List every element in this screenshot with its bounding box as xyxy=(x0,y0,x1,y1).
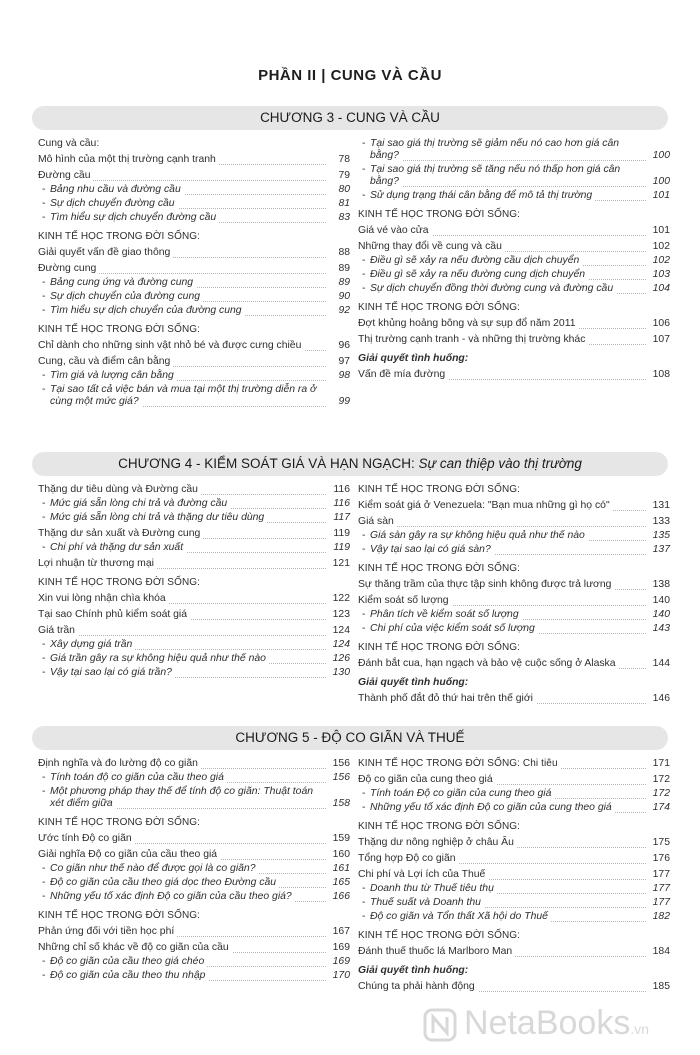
chapter-3-left-column xyxy=(38,138,350,408)
toc-entry-title: KINH TẾ HỌC TRONG ĐỜI SỐNG: xyxy=(38,910,350,922)
toc-entry xyxy=(358,853,670,865)
toc-entry-title: Kiểm soát số lượng xyxy=(358,595,670,607)
toc-entry xyxy=(358,946,670,958)
toc-entry-title: KINH TẾ HỌC TRONG ĐỜI SỐNG: xyxy=(358,642,670,654)
toc-page-number: 117 xyxy=(333,512,350,523)
toc-entry xyxy=(38,247,350,259)
toc-entry-title: Cung, cầu và điểm cân bằng xyxy=(38,356,350,368)
toc-page-number: 146 xyxy=(652,693,670,704)
toc-entry xyxy=(38,609,350,621)
toc-entry-title: - Giá sàn gây ra sự không hiệu quả như thế nào xyxy=(370,530,670,542)
toc-page-number: 170 xyxy=(332,970,350,981)
toc-entry xyxy=(50,877,350,889)
toc-page-number: 126 xyxy=(332,653,350,664)
toc-page-number: 171 xyxy=(652,758,670,769)
toc-entry xyxy=(50,512,350,524)
toc-page-number: 177 xyxy=(652,897,670,908)
toc-page-number: 184 xyxy=(652,946,670,957)
toc-page-number: 174 xyxy=(652,802,670,813)
part-title: PHẦN II | CUNG VÀ CẦU xyxy=(258,67,442,84)
toc-entry xyxy=(50,863,350,875)
toc-entry-title: Thành phố đắt đỏ thứ hai trên thế giới xyxy=(358,693,670,705)
toc-page-number: 156 xyxy=(332,758,350,769)
toc-entry xyxy=(50,498,350,510)
watermark xyxy=(422,1003,692,1043)
toc-page-number: 122 xyxy=(332,593,350,604)
toc-entry xyxy=(370,911,670,923)
toc-entry xyxy=(358,500,670,512)
toc-page-number: 78 xyxy=(338,154,350,165)
toc-entry-title: Định nghĩa và đo lường độ co giãn xyxy=(38,758,350,770)
toc-page-number: 96 xyxy=(338,340,350,351)
toc-entry xyxy=(38,625,350,637)
toc-page-number: 167 xyxy=(332,926,350,937)
chapter-4-left-column xyxy=(38,484,350,679)
toc-page-number: 135 xyxy=(652,530,670,541)
toc-entry xyxy=(358,774,670,786)
toc-page-number: 143 xyxy=(652,623,670,634)
toc-entry xyxy=(38,170,350,182)
toc-page-number: 101 xyxy=(652,190,670,201)
toc-page-number: 107 xyxy=(652,334,670,345)
toc-entry xyxy=(50,542,350,554)
toc-entry-title: Giải quyết tình huống: xyxy=(358,353,670,365)
toc-entry-title: Thị trường cạnh tranh - và những thị trường khác xyxy=(358,334,670,346)
toc-entry-title: - Sử dụng trạng thái cân bằng để mô tả thị trường xyxy=(370,190,670,202)
toc-page-number: 172 xyxy=(652,788,670,799)
toc-entry xyxy=(370,255,670,267)
toc-entry-title: - Vậy tại sao lại có giá sàn? xyxy=(370,544,670,556)
toc-entry xyxy=(358,369,670,381)
toc-entry-title: Giải quyết vấn đề giao thông xyxy=(38,247,350,259)
toc-section-label xyxy=(38,817,350,829)
toc-page-number: 166 xyxy=(332,891,350,902)
toc-section-label xyxy=(38,324,350,336)
toc-entry xyxy=(370,164,670,188)
toc-entry-title: Đường cầu xyxy=(38,170,350,182)
toc-entry-title: Tại sao Chính phủ kiểm soát giá xyxy=(38,609,350,621)
toc-entry xyxy=(370,623,670,635)
toc-entry xyxy=(358,225,670,237)
toc-entry xyxy=(370,883,670,895)
toc-entry-title: - Tính toán Độ co giãn của cung theo giá xyxy=(370,788,670,800)
toc-entry xyxy=(370,609,670,621)
toc-section-label xyxy=(358,821,670,833)
toc-section-label xyxy=(358,677,670,689)
toc-entry xyxy=(38,833,350,845)
toc-entry-title: Lợi nhuận từ thương mại xyxy=(38,558,350,570)
chapter-5-left-column xyxy=(38,758,350,982)
toc-entry-title: Sự thăng trầm của thực tập sinh không được trả lương xyxy=(358,579,670,591)
toc-entry xyxy=(38,263,350,275)
toc-entry xyxy=(358,516,670,528)
toc-entry-title: KINH TẾ HỌC TRONG ĐỜI SỐNG: xyxy=(38,817,350,829)
toc-entry-title: - Thuế suất và Doanh thu xyxy=(370,897,670,909)
toc-entry xyxy=(358,241,670,253)
toc-page-number: 116 xyxy=(333,498,350,509)
toc-entry-title: - Sự dịch chuyển đồng thời đường cung và đường cầu xyxy=(370,283,670,295)
toc-entry-title: Giá vé vào cửa xyxy=(358,225,670,237)
chapter-title: CHƯƠNG 5 - ĐỘ CO GIÃN VÀ THUẾ xyxy=(235,730,465,745)
toc-entry-title: Những chỉ số khác về độ co giãn của cầu xyxy=(38,942,350,954)
toc-page-number: 101 xyxy=(652,225,670,236)
toc-entry-title: Đánh bắt cua, hạn ngạch và bảo vệ cuộc sống ở Alaska xyxy=(358,658,670,670)
toc-entry xyxy=(370,544,670,556)
toc-entry xyxy=(358,981,670,993)
toc-page-number: 121 xyxy=(332,558,350,569)
toc-page-number: 108 xyxy=(652,369,670,380)
toc-page-number: 140 xyxy=(652,609,670,620)
toc-page-number: 88 xyxy=(338,247,350,258)
toc-entry-title: Giải quyết tình huống: xyxy=(358,677,670,689)
toc-entry-title: - Co giãn như thế nào để được gọi là co giãn? xyxy=(50,863,350,875)
toc-entry-title: Chỉ dành cho những sinh vật nhỏ bé và được cưng chiều xyxy=(38,340,350,352)
toc-entry xyxy=(38,942,350,954)
toc-entry xyxy=(358,693,670,705)
toc-page-number: 169 xyxy=(332,942,350,953)
toc-entry-title: - Điều gì sẽ xảy ra nếu đường cầu dịch chuyển xyxy=(370,255,670,267)
toc-page-number: 169 xyxy=(332,956,350,967)
toc-entry xyxy=(370,897,670,909)
toc-section-label xyxy=(358,209,670,221)
toc-section-label xyxy=(358,353,670,365)
toc-page-number: 185 xyxy=(652,981,670,992)
toc-page-number: 79 xyxy=(338,170,350,181)
chapter-3-header xyxy=(32,106,668,130)
toc-page-number: 83 xyxy=(338,212,350,223)
toc-page-number: 102 xyxy=(652,241,670,252)
toc-entry-title: - Xây dựng giá trần xyxy=(50,639,350,651)
toc-entry xyxy=(38,528,350,540)
toc-section-label xyxy=(358,965,670,977)
toc-page-number: 119 xyxy=(333,528,350,539)
toc-entry-title: Giá trần xyxy=(38,625,350,637)
toc-entry xyxy=(358,579,670,591)
toc-entry xyxy=(358,869,670,881)
toc-page-number: 137 xyxy=(652,544,670,555)
chapter-title: CHƯƠNG 3 - CUNG VÀ CẦU xyxy=(260,110,440,125)
toc-entry-title: Thặng dư sản xuất và Đường cung xyxy=(38,528,350,540)
toc-entry-title: KINH TẾ HỌC TRONG ĐỜI SỐNG: xyxy=(38,577,350,589)
toc-entry xyxy=(38,154,350,166)
toc-page-number: 90 xyxy=(338,291,350,302)
chapter-4-right-column xyxy=(358,484,670,705)
toc-page-number: 81 xyxy=(338,198,350,209)
toc-entry-title: Tổng hợp Độ co giãn xyxy=(358,853,670,865)
chapter-4-header xyxy=(32,452,668,476)
toc-entry-title: - Độ co giãn của cầu theo giá dọc theo Đường cầu xyxy=(50,877,350,889)
toc-entry xyxy=(50,653,350,665)
toc-page-number: 144 xyxy=(652,658,670,669)
toc-entry-title: - Doanh thu từ Thuế tiêu thụ xyxy=(370,883,670,895)
toc-entry xyxy=(358,658,670,670)
toc-entry-title: - Độ co giãn của cầu theo giá chéo xyxy=(50,956,350,968)
toc-page-number: 97 xyxy=(338,356,350,367)
toc-entry xyxy=(370,802,670,814)
toc-page-number: 156 xyxy=(332,772,350,783)
toc-page-number: 103 xyxy=(652,269,670,280)
toc-entry xyxy=(38,926,350,938)
toc-entry-title: KINH TẾ HỌC TRONG ĐỜI SỐNG: xyxy=(358,209,670,221)
toc-page-number: 172 xyxy=(652,774,670,785)
toc-page-number: 176 xyxy=(652,853,670,864)
toc-page-number: 102 xyxy=(652,255,670,266)
toc-entry-title: Ước tính Độ co giãn xyxy=(38,833,350,845)
netabooks-logo-icon xyxy=(422,1007,458,1043)
toc-page-number: 161 xyxy=(332,863,350,874)
chapter-title: CHƯƠNG 4 - KIỂM SOÁT GIÁ VÀ HẠN NGẠCH: xyxy=(118,456,419,471)
toc-entry xyxy=(38,758,350,770)
toc-entry xyxy=(50,291,350,303)
toc-entry xyxy=(50,184,350,196)
toc-entry xyxy=(50,772,350,784)
toc-page-number: 98 xyxy=(338,370,350,381)
toc-page-number: 80 xyxy=(338,184,350,195)
toc-entry-title: - Tại sao giá thị trường sẽ tăng nếu nó thấp hơn giá cân bằng? xyxy=(370,164,621,187)
chapter-5-right-column xyxy=(358,758,670,993)
toc-page-number: 119 xyxy=(333,542,350,553)
toc-entry-title: Chúng ta phải hành động xyxy=(358,981,670,993)
toc-entry xyxy=(370,530,670,542)
toc-entry-title: Đường cung xyxy=(38,263,350,275)
toc-section-label xyxy=(38,910,350,922)
toc-entry xyxy=(370,138,670,162)
toc-entry-title: - Chi phí của việc kiểm soát số lượng xyxy=(370,623,670,635)
toc-entry-title: - Mức giá sẵn lòng chi trả và thặng dư tiêu dùng xyxy=(50,512,350,524)
toc-entry-title: KINH TẾ HỌC TRONG ĐỜI SỐNG: Chi tiêu xyxy=(358,758,670,770)
toc-entry-title: - Một phương pháp thay thế để tính độ co giãn: Thuật toán xét điểm giữa xyxy=(50,786,314,809)
toc-entry-title: Chi phí và Lợi ích của Thuế xyxy=(358,869,670,881)
toc-page-number: 133 xyxy=(652,516,670,527)
toc-entry-title: Kiểm soát giá ở Venezuela: "Bạn mua những gì họ có" xyxy=(358,500,670,512)
toc-entry-title: KINH TẾ HỌC TRONG ĐỜI SỐNG: xyxy=(38,231,350,243)
chapter-subtitle: Sự can thiệp vào thị trường xyxy=(418,456,582,471)
toc-page-number: 116 xyxy=(333,484,350,495)
toc-entry-title: - Tìm giá và lượng cân bằng xyxy=(50,370,350,382)
toc-entry xyxy=(50,277,350,289)
toc-entry-title: Giải nghĩa Độ co giãn của cầu theo giá xyxy=(38,849,350,861)
toc-entry-title: Cung và cầu: xyxy=(38,138,350,150)
toc-page-number: 160 xyxy=(332,849,350,860)
toc-entry xyxy=(50,956,350,968)
toc-entry-title: - Bảng nhu cầu và đường cầu xyxy=(50,184,350,196)
toc-entry xyxy=(358,595,670,607)
toc-entry-title: KINH TẾ HỌC TRONG ĐỜI SỐNG: xyxy=(358,821,670,833)
toc-section-label xyxy=(358,302,670,314)
toc-entry-title: - Phân tích về kiểm soát số lượng xyxy=(370,609,670,621)
toc-entry-title: - Chi phí và thặng dư sản xuất xyxy=(50,542,350,554)
toc-entry xyxy=(358,837,670,849)
toc-entry xyxy=(358,334,670,346)
toc-entry xyxy=(50,639,350,651)
toc-entry-title: - Tìm hiểu sự dịch chuyển đường cầu xyxy=(50,212,350,224)
toc-page-number: 158 xyxy=(332,798,350,809)
toc-entry xyxy=(50,891,350,903)
toc-entry xyxy=(38,356,350,368)
toc-entry-title: Giá sàn xyxy=(358,516,670,528)
toc-entry-title: - Giá trần gây ra sự không hiệu quả như thế nào xyxy=(50,653,350,665)
toc-entry xyxy=(50,970,350,982)
toc-entry-title: - Tại sao tất cả việc bán và mua tại một thị trường diễn ra ở cùng một mức giá? xyxy=(50,384,317,407)
toc-entry xyxy=(370,190,670,202)
toc-entry-title: Thặng dư nông nghiệp ở châu Âu xyxy=(358,837,670,849)
toc-page-number: 182 xyxy=(652,911,670,922)
toc-page-number: 92 xyxy=(338,305,350,316)
toc-entry xyxy=(50,786,350,810)
toc-entry xyxy=(370,283,670,295)
toc-page-number: 124 xyxy=(332,625,350,636)
toc-page-number: 175 xyxy=(652,837,670,848)
toc-entry-title: Giải quyết tình huống: xyxy=(358,965,670,977)
toc-entry xyxy=(370,788,670,800)
toc-section-label xyxy=(358,484,670,496)
toc-entry-title: Độ co giãn của cung theo giá xyxy=(358,774,670,786)
toc-page-number: 177 xyxy=(652,883,670,894)
toc-page-number: 100 xyxy=(652,176,670,187)
toc-entry-title: Mô hình của một thị trường cạnh tranh xyxy=(38,154,350,166)
toc-page-number: 130 xyxy=(332,667,350,678)
toc-entry-title: - Sự dịch chuyển đường cầu xyxy=(50,198,350,210)
toc-entry xyxy=(50,384,350,408)
toc-entry-title: - Tính toán độ co giãn của cầu theo giá xyxy=(50,772,350,784)
toc-entry-title: Đợt khủng hoảng bông và sự sụp đổ năm 2011 xyxy=(358,318,670,330)
toc-section-label xyxy=(38,231,350,243)
toc-entry-title: Vấn đề mía đường xyxy=(358,369,670,381)
toc-section-label xyxy=(358,563,670,575)
toc-page-number: 131 xyxy=(652,500,670,511)
toc-page-number: 165 xyxy=(332,877,350,888)
toc-page-number: 177 xyxy=(652,869,670,880)
toc-entry xyxy=(38,593,350,605)
toc-entry-title: - Mức giá sẵn lòng chi trả và đường cầu xyxy=(50,498,350,510)
toc-entry-title: - Độ co giãn và Tổn thất Xã hội do Thuế xyxy=(370,911,670,923)
toc-entry-title: - Tìm hiểu sự dịch chuyển của đường cung xyxy=(50,305,350,317)
toc-entry-title: KINH TẾ HỌC TRONG ĐỜI SỐNG: xyxy=(358,930,670,942)
toc-section-label xyxy=(38,577,350,589)
toc-section-label xyxy=(358,930,670,942)
toc-entry-title: - Tại sao giá thị trường sẽ giảm nếu nó cao hơn giá cân bằng? xyxy=(370,138,620,161)
toc-page-number: 89 xyxy=(338,277,350,288)
toc-page-number: 100 xyxy=(652,150,670,161)
chapter-3-right-column xyxy=(358,138,670,381)
toc-page-number: 124 xyxy=(332,639,350,650)
watermark-suffix: .vn xyxy=(630,1021,650,1037)
toc-entry-title: KINH TẾ HỌC TRONG ĐỜI SỐNG: xyxy=(38,324,350,336)
toc-entry-title: - Điều gì sẽ xảy ra nếu đường cung dịch chuyển xyxy=(370,269,670,281)
watermark-brand: NetaBooks xyxy=(464,1004,631,1042)
toc-entry-title: Thặng dư tiêu dùng và Đường cầu xyxy=(38,484,350,496)
toc-entry xyxy=(38,340,350,352)
toc-entry xyxy=(38,849,350,861)
toc-entry-title: KINH TẾ HỌC TRONG ĐỜI SỐNG: xyxy=(358,563,670,575)
toc-entry xyxy=(370,269,670,281)
toc-entry xyxy=(50,667,350,679)
toc-page-number: 123 xyxy=(332,609,350,620)
toc-entry xyxy=(50,305,350,317)
toc-entry-title: - Vậy tại sao lại có giá trần? xyxy=(50,667,350,679)
toc-section-label xyxy=(358,758,670,770)
toc-entry xyxy=(50,212,350,224)
toc-entry-title: - Những yếu tố xác định Độ co giãn của cung theo giá xyxy=(370,802,670,814)
toc-entry xyxy=(358,318,670,330)
toc-entry xyxy=(38,484,350,496)
toc-entry-title: Những thay đổi về cung và cầu xyxy=(358,241,670,253)
toc-page-number: 104 xyxy=(652,283,670,294)
toc-entry xyxy=(38,138,350,150)
toc-page-number: 106 xyxy=(652,318,670,329)
toc-entry-title: - Độ co giãn của cầu theo thu nhập xyxy=(50,970,350,982)
toc-entry-title: KINH TẾ HỌC TRONG ĐỜI SỐNG: xyxy=(358,302,670,314)
toc-entry-title: Xin vui lòng nhận chìa khóa xyxy=(38,593,350,605)
toc-page-number: 99 xyxy=(338,396,350,407)
toc-entry-title: - Sự dịch chuyển của đường cung xyxy=(50,291,350,303)
toc-entry xyxy=(50,198,350,210)
toc-entry-title: KINH TẾ HỌC TRONG ĐỜI SỐNG: xyxy=(358,484,670,496)
toc-page-number: 138 xyxy=(652,579,670,590)
toc-page-number: 159 xyxy=(332,833,350,844)
toc-entry xyxy=(50,370,350,382)
toc-section-label xyxy=(358,642,670,654)
toc-page-number: 140 xyxy=(652,595,670,606)
toc-page-number: 89 xyxy=(338,263,350,274)
toc-entry xyxy=(38,558,350,570)
chapter-5-header xyxy=(32,726,668,750)
toc-entry-title: Đánh thuế thuốc lá Marlboro Man xyxy=(358,946,670,958)
toc-entry-title: Phản ứng đối với tiền học phí xyxy=(38,926,350,938)
toc-entry-title: - Bảng cung ứng và đường cung xyxy=(50,277,350,289)
toc-entry-title: - Những yếu tố xác định Độ co giãn của cầu theo giá? xyxy=(50,891,350,903)
